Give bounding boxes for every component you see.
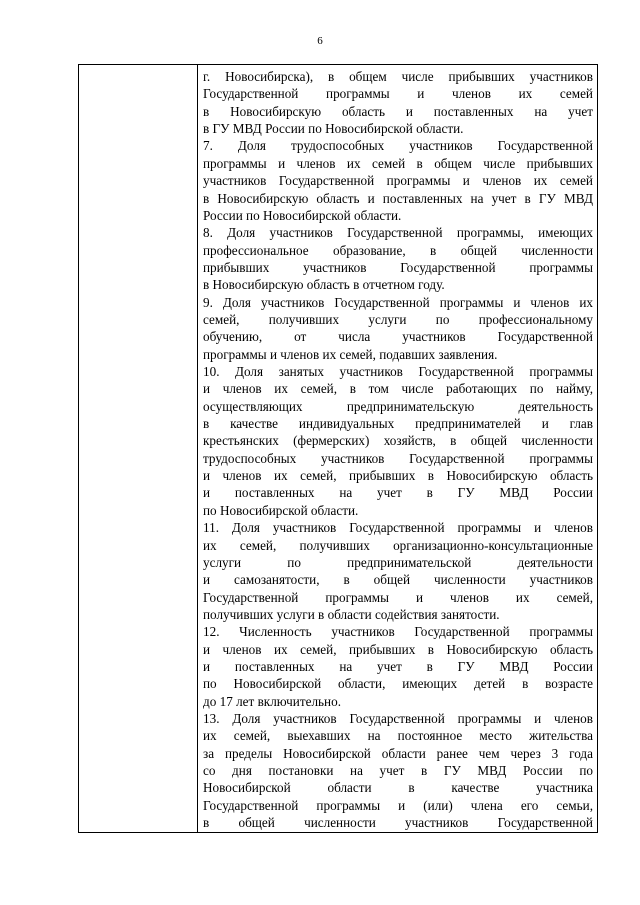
text-line: Новосибирской области в качестве участника [203, 780, 593, 796]
text-line: 11. Доля участников Государственной программы и членов [203, 520, 593, 536]
text-line: 13. Доля участников Государственной программы и членов [203, 711, 593, 726]
text-line: Государственной программы и членов их семей, [203, 589, 593, 605]
text-line: обучению, от числа участников Государственной [203, 329, 593, 345]
text-line: 7. Доля трудоспособных участников Государственной [203, 138, 593, 154]
text-line: г. Новосибирска), в общем числе прибывших участников [203, 69, 593, 84]
text-line: России по Новосибирской области. [203, 207, 402, 223]
text-line: по Новосибирской области. [203, 502, 359, 518]
text-line: 9. Доля участников Государственной программы и членов их [203, 294, 593, 310]
text-line: 12. Численность участников Государственной программы [203, 624, 593, 640]
text-line: программы и членов их семей в общем числе прибывших [203, 155, 593, 171]
page-number: 6 [317, 35, 323, 47]
text-line: и самозанятости, в общей численности участников [203, 572, 593, 588]
text-line: в Новосибирскую область в отчетном году. [203, 277, 445, 293]
text-line: со дня постановки на учет в ГУ МВД России по [203, 763, 593, 778]
text-line: за пределы Новосибирской области ранее чем через 3 года [203, 745, 593, 761]
text-line: профессиональное образование, в общей численности [203, 242, 593, 258]
text-line: их семей, получивших организационно-консультационные [203, 537, 593, 553]
text-line: в Новосибирскую область и поставленных на учет [203, 103, 593, 119]
text-line: получивших услуги в области содействия занятости. [203, 606, 500, 622]
text-line: в общей численности участников Государственной [203, 815, 593, 831]
text-line: и членов их семей, прибывших в Новосибирскую область [203, 468, 593, 484]
text-line: участников Государственной программы и членов их семей [203, 173, 593, 189]
text-line: в Новосибирскую область и поставленных на учет в ГУ МВД [203, 190, 593, 206]
text-line: осуществляющих предпринимательскую деятельность [203, 398, 593, 414]
text-line: семей, получивших услуги по профессиональному [203, 311, 593, 327]
text-line: и членов их семей, прибывших в Новосибирскую область [203, 641, 593, 657]
table-right-column [199, 65, 598, 832]
text-line: их семей, выехавших на постоянное место жительства [203, 728, 593, 744]
text-line: прибывших участников Государственной программы [203, 259, 593, 275]
text-line: услуги по предпринимательской деятельности [203, 554, 593, 570]
text-line: и членов их семей, в том числе работающих по найму, [203, 381, 593, 397]
text-line: 8. Доля участников Государственной программы, имеющих [203, 225, 593, 241]
text-line: в качестве индивидуальных предпринимателей и глав [203, 416, 593, 431]
text-line: до 17 лет включительно. [203, 693, 341, 709]
text-line: и поставленных на учет в ГУ МВД России [203, 485, 593, 501]
text-line: Государственной программы и членов их семей [203, 86, 593, 102]
table-left-column [79, 65, 198, 832]
text-line: Государственной программы и (или) члена его семьи, [203, 797, 593, 813]
text-line: 10. Доля занятых участников Государственной программы [203, 364, 593, 379]
text-line: программы и членов их семей, подавших заявления. [203, 346, 498, 362]
text-line: крестьянских (фермерских) хозяйств, в общей численности [203, 433, 593, 449]
document-table [78, 64, 598, 833]
text-line: трудоспособных участников Государственной программы [203, 450, 593, 466]
text-line: и поставленных на учет в ГУ МВД России [203, 658, 593, 674]
text-line: по Новосибирской области, имеющих детей в возрасте [203, 676, 593, 692]
text-line: в ГУ МВД России по Новосибирской области. [203, 121, 464, 137]
